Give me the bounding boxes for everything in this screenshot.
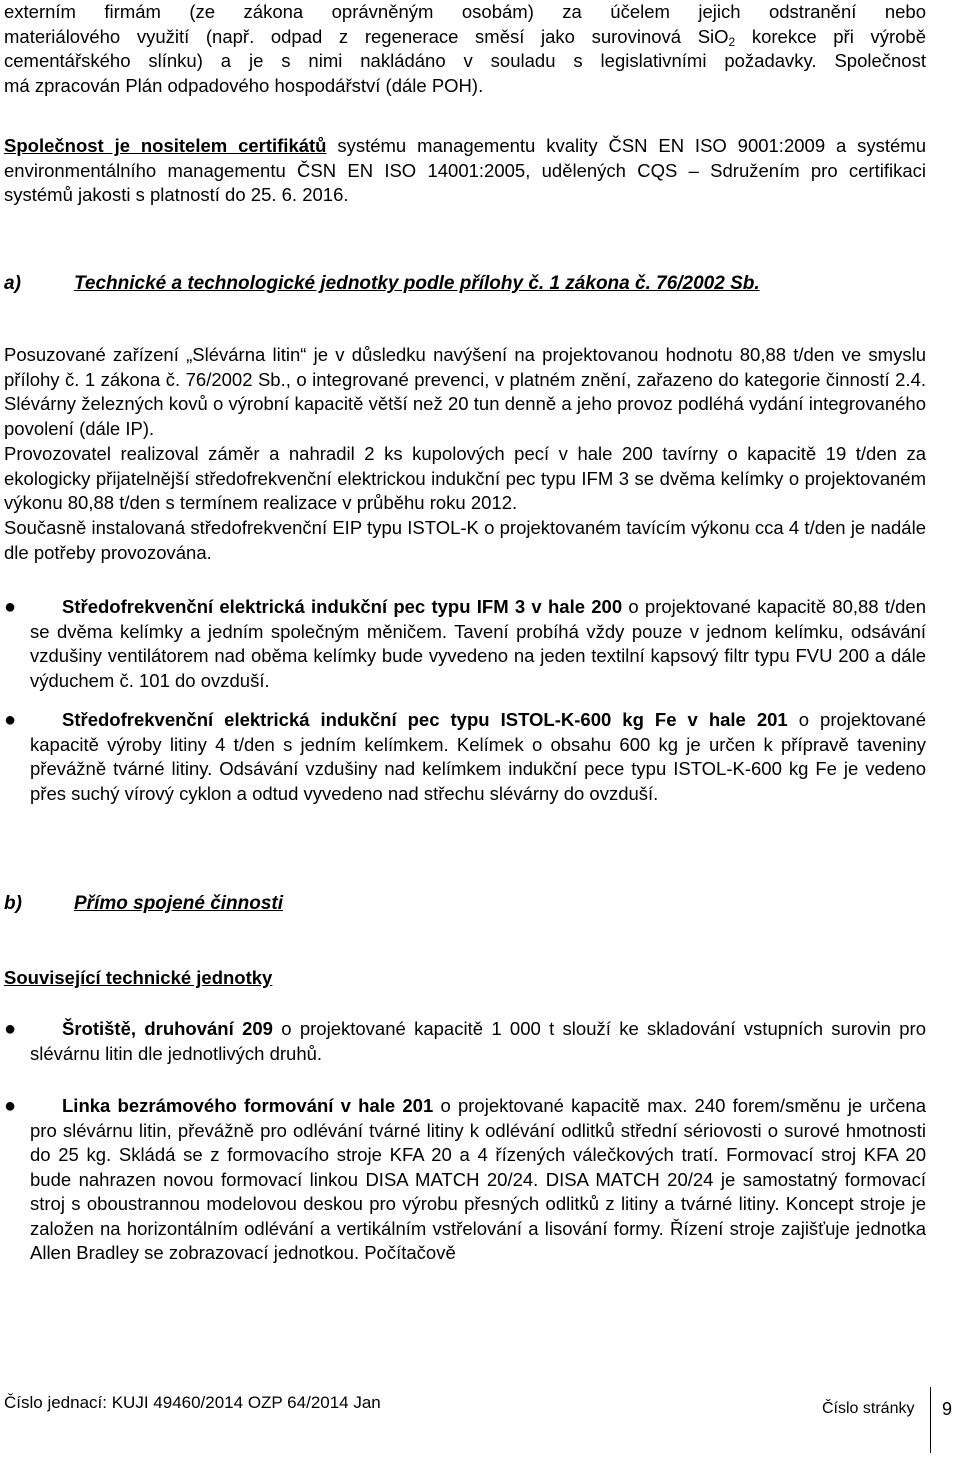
page-footer: [4, 1387, 953, 1453]
furnace-ifm3-item: ● Středofrekvenční elektrická indukční pec typu IFM 3 v hale 200 o projektované kapacitě 80,88 t/den se dvěma kelímky a jedním společným měničem. Tavení probíhá vždy pouze v jednom kelímku, odsávání vzdušiny ventilátorem nad oběma kelímky bude vyvedeno na jeden textilní kapsový filtr typu FVU 200 a dále výduchem č. 101 do ovzduší.: [4, 596, 926, 691]
bullet-dot-icon: ●: [4, 596, 17, 618]
furnace-istol-item: ● Středofrekvenční elektrická indukční pec typu ISTOL-K-600 kg Fe v hale 201 o projektované kapacitě výroby litiny 4 t/den s jedním kelímkem. Kelímek o obsahu 600 kg je určen k přípravě taveniny převážně tvárné litiny. Odsávání vzdušiny nad kelímkem indukční pece typu ISTOL-K-600 kg Fe je vedeno přes suchý vírový cyklon a odtud vyvedeno nad střechu slévárny do ovzduší.: [4, 709, 926, 804]
bullet-dot-icon: ●: [4, 1095, 17, 1117]
molding-line-item: ● Linka bezrámového formování v hale 201 o projektované kapacitě max. 240 forem/směnu je určena pro slévárnu litin, převážně pro odlévání tvárné litiny k odlévání odlitků střední sériovosti o surové hmotnosti do 25 kg. Skládá se z formovacího stroje KFA 20 a 4 řízených válečkových tratí. Formovací stroj KFA 20 bude nahrazen novou formovací linkou DISA MATCH 20/24. DISA MATCH 20/24 je samostatný formovací stroj s oboustrannou modelovou deskou pro výrobu přesných odlitků z litiny a tvárné litiny. Koncept stroje je založen na horizontálním odlévání a vertikálním vstřelování a lisování formy. Řízení stroje zajišťuje jednotka Allen Bradley se zobrazovací jednotkou. Počítačově: [4, 1095, 926, 1263]
molding-line-title: Linka bezrámového formování v hale 201: [62, 1095, 434, 1116]
reference-number: Číslo jednací: KUJI 49460/2014 OZP 64/2014 Jan: [4, 1393, 381, 1412]
scrap-yard-title: Šrotiště, druhování 209: [62, 1018, 273, 1039]
furnace-ifm3-title: Středofrekvenční elektrická indukční pec typu IFM 3 v hale 200: [62, 596, 623, 617]
related-units-heading: Související technické jednotky: [4, 967, 273, 988]
certification-paragraph: Společnost je nositelem certifikátů systému managementu kvality ČSN EN ISO 9001:2009 a systému environmentálního managementu ČSN EN ISO 14001:2005, udělených CQS – Sdružením pro certifikaci systémů jakosti s platností do 25. 6. 2016.: [4, 135, 926, 205]
bullet-dot-icon: ●: [4, 709, 17, 731]
certification-lead: Společnost je nositelem certifikátů: [4, 135, 327, 156]
section-title-a: Technické a technologické jednotky podle přílohy č. 1 zákona č. 76/2002 Sb.: [74, 273, 760, 294]
furnace-istol-title: Středofrekvenční elektrická indukční pec typu ISTOL-K-600 kg Fe v hale 201: [62, 709, 788, 730]
intro-line-3: cementářského slínku) a je s nimi nakládáno v souladu s legislativními požadavky. Společnost: [4, 50, 926, 71]
footer-divider: [930, 1387, 931, 1453]
current-eip-paragraph: Současně instalovaná středofrekvenční EIP typu ISTOL-K o projektovaném tavícím výkonu cca 4 t/den je nadále dle potřeby provozována.: [4, 517, 926, 563]
intro-line-1: externím firmám (ze zákona oprávněným osobám) za účelem jejich odstranění nebo: [4, 1, 926, 22]
page-number-label: Číslo stránky: [822, 1400, 915, 1417]
intro-line-2: materiálového využití (např. odpad z regenerace směsí jako surovinová SiO$_2$ korekce při výrobě: [4, 25, 926, 49]
operator-paragraph: Provozovatel realizoval záměr a nahradil 2 ks kupolových pecí v hale 200 tavírny o kapacitě 19 t/den za ekologicky přijatelnější středofrekvenční elektrickou indukční pec typu IFM 3 se dvěma kelímky o projektovaném výkonu 80,88 t/den s termínem realizace v průběhu roku 2012.: [4, 443, 926, 513]
intro-paragraph: [4, 0, 926, 98]
section-title-b: Přímo spojené činnosti: [74, 893, 284, 914]
bullet-dot-icon: ●: [4, 1018, 17, 1040]
assessed-facility-paragraph: Posuzované zařízení „Slévárna litin“ je v důsledku navýšení na projektovanou hodnotu 80,88 t/den ve smyslu přílohy č. 1 zákona č. 76/2002 Sb., o integrované prevenci, v platném znění, zařazeno do kategorie činností 2.4. Slévárny železných kovů o výrobní kapacitě větší než 20 tun denně a jeho provoz podléhá vydání integrovaného povolení (dále IP).: [4, 344, 926, 439]
page-number: 9: [942, 1399, 953, 1419]
scrap-yard-item: ● Šrotiště, druhování 209 o projektované kapacitě 1 000 t slouží ke skladování vstupních surovin pro slévárnu litin dle jednotlivých druhů.: [4, 1018, 926, 1064]
section-heading-b: [4, 892, 926, 917]
section-label-b: b): [4, 893, 22, 914]
section-heading-a: [4, 272, 926, 297]
intro-line-4: má zpracován Plán odpadového hospodářství (dále POH).: [4, 74, 484, 96]
section-label-a: a): [4, 273, 21, 294]
